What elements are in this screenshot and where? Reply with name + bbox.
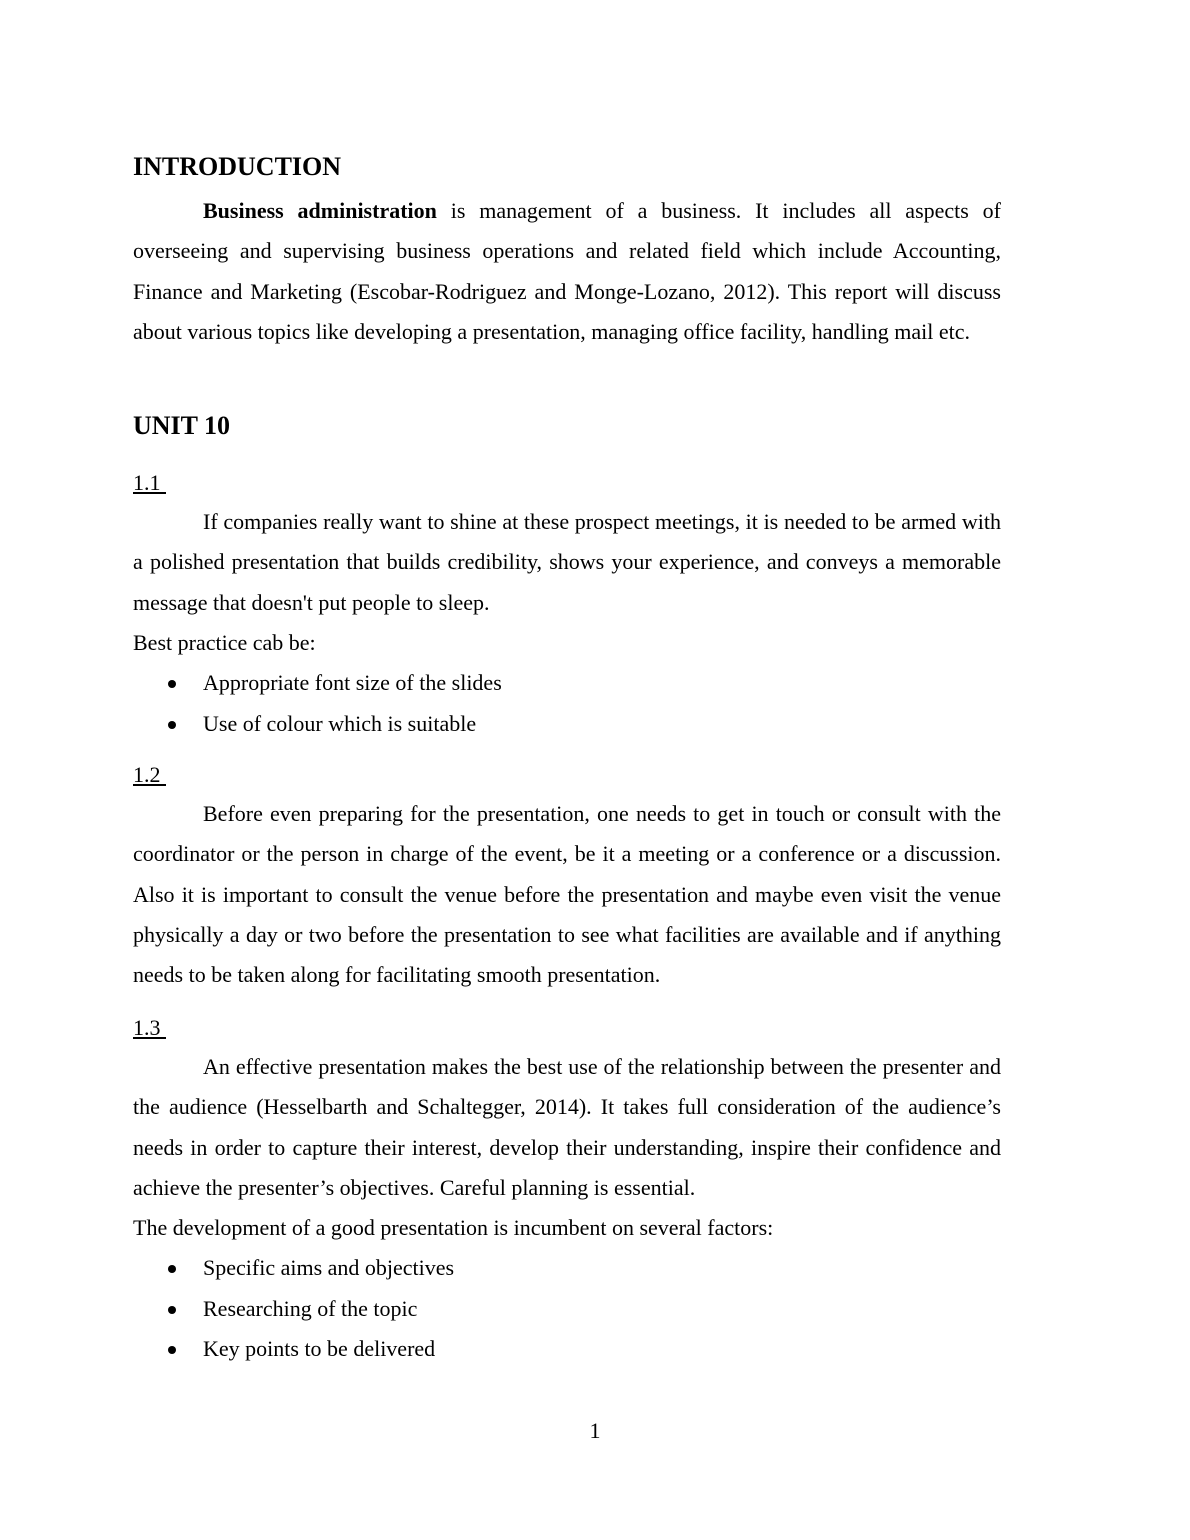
list-item	[133, 704, 502, 745]
section-label-1-2: 1.2	[133, 762, 166, 787]
bullet-icon	[168, 1306, 176, 1314]
section-1-3-lead: The development of a good presentation is incumbent on several factors:	[133, 1215, 774, 1240]
list-item	[133, 663, 502, 704]
list-item-text: Key points to be delivered	[203, 1336, 436, 1361]
page-number: 1	[589, 1418, 601, 1443]
bullet-icon	[168, 680, 176, 688]
list-item-text: Use of colour which is suitable	[203, 710, 477, 736]
intro-paragraph	[133, 191, 1001, 352]
section-1-1-lead: Best practice cab be:	[133, 630, 316, 655]
list-item-text: Appropriate font size of the slides	[203, 670, 502, 695]
section-label-1-1: 1.1	[133, 470, 166, 495]
section-1-3-bullets	[133, 1248, 454, 1370]
section-1-1-paragraph: If companies really want to shine at these prospect meetings, it is needed to be armed with a polished presentation that builds credibility, shows your experience, and conveys a memorable message that doesn't put people to sleep.	[133, 509, 1001, 615]
section-1-3-paragraph: An effective presentation makes the best use of the relationship between the presenter and the audience (Hesselbarth and Schaltegger, 2014). It takes full consideration of the audience’s needs in order to capture their interest, develop their understanding, inspire their confidence and achieve the presenter’s objectives. Careful planning is essential.	[133, 1054, 1001, 1200]
heading-unit-10: UNIT 10	[133, 411, 231, 440]
section-1-2-paragraph: Before even preparing for the presentation, one needs to get in touch or consult with the coordinator or the person in charge of the event, be it a meeting or a conference or a discussion. Also it is important to consult the venue before the presentation and maybe even visit the venue physically a day or two before the presentation to see what facilities are available and if anything needs to be taken along for facilitating smooth presentation.	[133, 801, 1001, 988]
list-item	[133, 1329, 454, 1370]
list-item-text: Researching of the topic	[203, 1295, 418, 1321]
intro-text: is management of a business. It includes all aspects of overseeing and supervising business operations and related field which include Accounting, Finance and Marketing (Escobar-Rodriguez and Monge-Lozano, 2012). This report will discuss about various topics like developing a presentation, managing office facility, handling mail etc.	[133, 198, 1001, 344]
list-item	[133, 1248, 454, 1289]
intro-lead-term: Business administration	[203, 198, 437, 223]
bullet-icon	[168, 1265, 176, 1273]
heading-introduction: INTRODUCTION	[133, 152, 342, 181]
bullet-icon	[168, 721, 176, 729]
list-item-text: Specific aims and objectives	[203, 1255, 455, 1280]
section-label-1-3: 1.3	[133, 1015, 166, 1040]
section-1-1-bullets	[133, 663, 502, 744]
bullet-icon	[168, 1346, 176, 1354]
list-item	[133, 1289, 454, 1330]
